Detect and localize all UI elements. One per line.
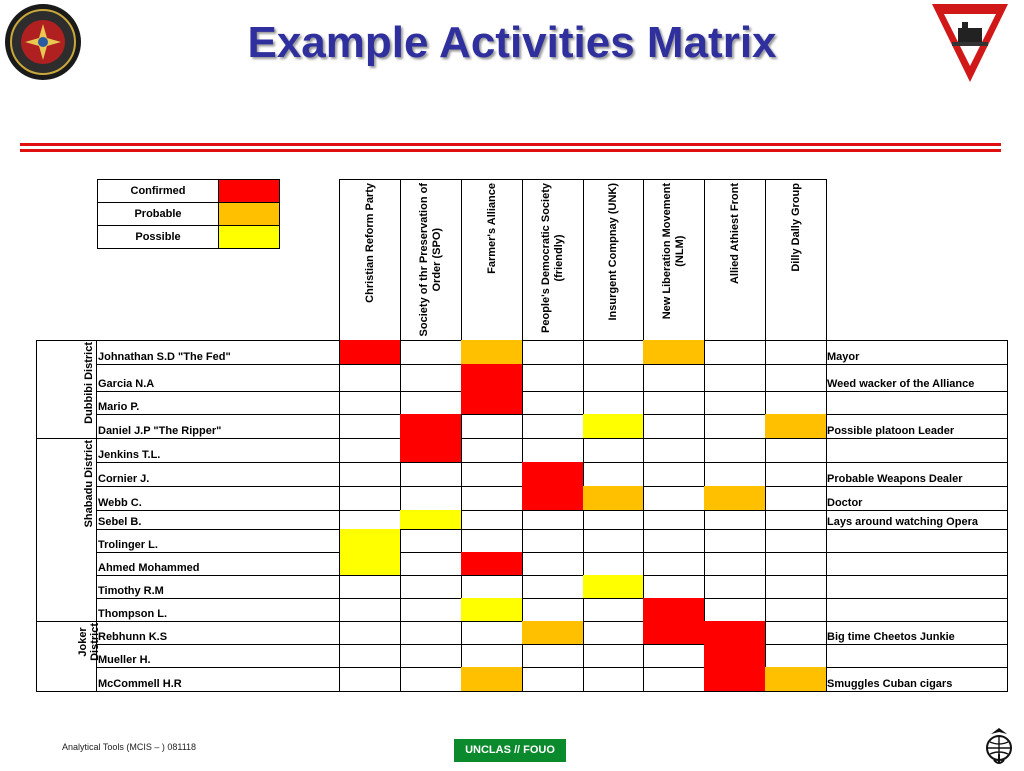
column-header-org-4 [583,179,644,340]
matrix-cell [400,552,462,576]
legend-swatch-confirmed [218,179,280,203]
person-name: Garcia N.A [96,364,340,392]
footer-text: Analytical Tools (MCIS – ) 081118 [62,742,197,752]
matrix-cell [400,486,462,511]
column-header-org-5 [643,179,705,340]
legend-label-confirmed: Confirmed [97,179,219,203]
matrix-cell [522,340,584,365]
matrix-cell [522,598,584,622]
matrix-cell [461,621,523,645]
matrix-cell [765,486,827,511]
matrix-cell [461,391,523,415]
person-name: Mario P. [96,391,340,415]
matrix-cell [583,575,644,599]
matrix-cell [461,529,523,553]
matrix-cell [400,438,462,463]
person-note: Weed wacker of the Alliance [826,364,1008,392]
person-name: Jenkins T.L. [96,438,340,463]
matrix-cell [704,510,766,530]
matrix-cell [522,575,584,599]
person-name: Rebhunn K.S [96,621,340,645]
matrix-cell [522,364,584,392]
matrix-cell [704,486,766,511]
person-note: Possible platoon Leader [826,414,1008,439]
person-note [826,598,1008,622]
matrix-cell [704,414,766,439]
matrix-cell [522,621,584,645]
matrix-cell [461,552,523,576]
matrix-cell [643,575,705,599]
matrix-cell [704,438,766,463]
matrix-cell [339,438,401,463]
matrix-cell [643,391,705,415]
column-header-org-6 [704,179,766,340]
column-header-label: Allied Athiest Front [728,183,740,285]
column-header-label: Farmer's Alliance [485,183,497,274]
person-note [826,391,1008,415]
matrix-cell [339,510,401,530]
matrix-cell [583,391,644,415]
legend-swatch-possible [218,225,280,249]
column-header-org-7 [765,179,827,340]
matrix-cell [400,644,462,668]
matrix-cell [704,667,766,692]
matrix-cell [765,598,827,622]
matrix-cell [339,462,401,487]
column-header-org-2 [461,179,523,340]
matrix-cell [461,364,523,392]
matrix-cell [765,667,827,692]
district-group [36,438,97,622]
matrix-cell [765,462,827,487]
person-name: Trolinger L. [96,529,340,553]
matrix-cell [461,438,523,463]
matrix-cell [704,364,766,392]
person-name: Cornier J. [96,462,340,487]
matrix-cell [643,667,705,692]
matrix-cell [339,667,401,692]
matrix-cell [339,621,401,645]
matrix-cell [461,575,523,599]
column-header-label: Society of thr Preservation of Order (SPO) [417,183,443,337]
matrix-cell [765,391,827,415]
matrix-cell [643,462,705,487]
district-group [36,621,101,692]
matrix-cell [583,598,644,622]
matrix-cell [704,391,766,415]
matrix-cell [461,598,523,622]
person-note: Smuggles Cuban cigars [826,667,1008,692]
matrix-cell [765,552,827,576]
page-title: Example Activities Matrix [247,18,777,67]
person-note [826,552,1008,576]
matrix-cell [339,552,401,576]
matrix-cell [522,510,584,530]
person-note: Doctor [826,486,1008,511]
person-name: Mueller H. [96,644,340,668]
matrix-cell [583,552,644,576]
matrix-cell [400,414,462,439]
matrix-cell [643,644,705,668]
district-group [36,340,97,439]
matrix-cell [583,510,644,530]
column-header-org-1 [400,179,462,340]
matrix-cell [400,598,462,622]
matrix-cell [339,575,401,599]
matrix-cell [765,364,827,392]
matrix-cell [704,462,766,487]
column-header-label: People's Democratic Society (friendly) [539,183,565,333]
matrix-cell [461,340,523,365]
matrix-cell [400,575,462,599]
matrix-cell [339,364,401,392]
matrix-cell [704,644,766,668]
matrix-cell [461,510,523,530]
matrix-cell [522,414,584,439]
matrix-cell [765,414,827,439]
matrix-cell [765,438,827,463]
matrix-cell [400,364,462,392]
matrix-cell [461,667,523,692]
matrix-cell [522,644,584,668]
matrix-cell [461,644,523,668]
matrix-cell [400,621,462,645]
matrix-cell [461,462,523,487]
matrix-cell [583,414,644,439]
district-label: Shabadu District [83,440,95,528]
matrix-cell [643,438,705,463]
matrix-cell [339,391,401,415]
matrix-cell [704,621,766,645]
matrix-cell [583,621,644,645]
matrix-cell [643,340,705,365]
matrix-cell [643,510,705,530]
matrix-cell [339,644,401,668]
matrix-cell [583,364,644,392]
matrix-cell [339,529,401,553]
matrix-cell [583,486,644,511]
person-note [826,529,1008,553]
matrix-cell [583,667,644,692]
legend-label-probable: Probable [97,202,219,226]
person-name: Johnathan S.D "The Fed" [96,340,340,365]
person-name: Timothy R.M [96,575,340,599]
matrix-cell [583,438,644,463]
person-note: Probable Weapons Dealer [826,462,1008,487]
matrix-cell [765,340,827,365]
matrix-cell [643,552,705,576]
eagle-globe-anchor-icon [978,724,1020,766]
matrix-cell [339,340,401,365]
matrix-cell [704,552,766,576]
matrix-cell [583,462,644,487]
district-label: Dubbibi District [83,342,95,424]
matrix-cell [643,486,705,511]
matrix-cell [583,340,644,365]
matrix-cell [765,575,827,599]
matrix-cell [400,510,462,530]
column-header-label: Christian Reform Party [363,183,375,303]
person-name: Webb C. [96,486,340,511]
person-note [826,575,1008,599]
matrix-cell [643,414,705,439]
column-header-label: Dilly Dally Group [789,183,801,272]
matrix-cell [583,644,644,668]
matrix-cell [522,391,584,415]
matrix-cell [339,486,401,511]
matrix-cell [339,598,401,622]
person-name: Sebel B. [96,510,340,530]
matrix-cell [704,575,766,599]
matrix-cell [400,340,462,365]
matrix-cell [643,621,705,645]
matrix-cell [643,529,705,553]
person-name: McCommell H.R [96,667,340,692]
person-note: Big time Cheetos Junkie [826,621,1008,645]
matrix-cell [765,644,827,668]
matrix-cell [400,529,462,553]
person-note [826,644,1008,668]
matrix-cell [400,462,462,487]
classification-banner: UNCLAS // FOUO [454,739,566,762]
column-header-org-0 [339,179,401,340]
matrix-cell [339,414,401,439]
person-name: Thompson L. [96,598,340,622]
matrix-cell [522,529,584,553]
matrix-cell [765,510,827,530]
legend-label-possible: Possible [97,225,219,249]
column-header-org-3 [522,179,584,340]
matrix-cell [522,438,584,463]
matrix-cell [765,621,827,645]
matrix-cell [461,486,523,511]
person-note [826,438,1008,463]
matrix-cell [522,462,584,487]
matrix-cell [643,598,705,622]
matrix-cell [704,340,766,365]
matrix-cell [643,364,705,392]
person-note: Mayor [826,340,1008,365]
matrix-cell [522,667,584,692]
matrix-cell [522,486,584,511]
person-name: Ahmed Mohammed [96,552,340,576]
person-note: Lays around watching Opera [826,510,1008,530]
district-label: Joker District [77,623,101,661]
column-header-label: New Liberation Movement (NLM) [660,183,686,320]
matrix-cell [583,529,644,553]
matrix-cell [400,667,462,692]
column-header-label: Insurgent Compnay (UNK) [606,183,619,321]
person-name: Daniel J.P "The Ripper" [96,414,340,439]
legend-swatch-probable [218,202,280,226]
matrix-cell [461,414,523,439]
matrix-cell [765,529,827,553]
matrix-cell [704,529,766,553]
matrix-cell [522,552,584,576]
matrix-cell [704,598,766,622]
matrix-cell [400,391,462,415]
